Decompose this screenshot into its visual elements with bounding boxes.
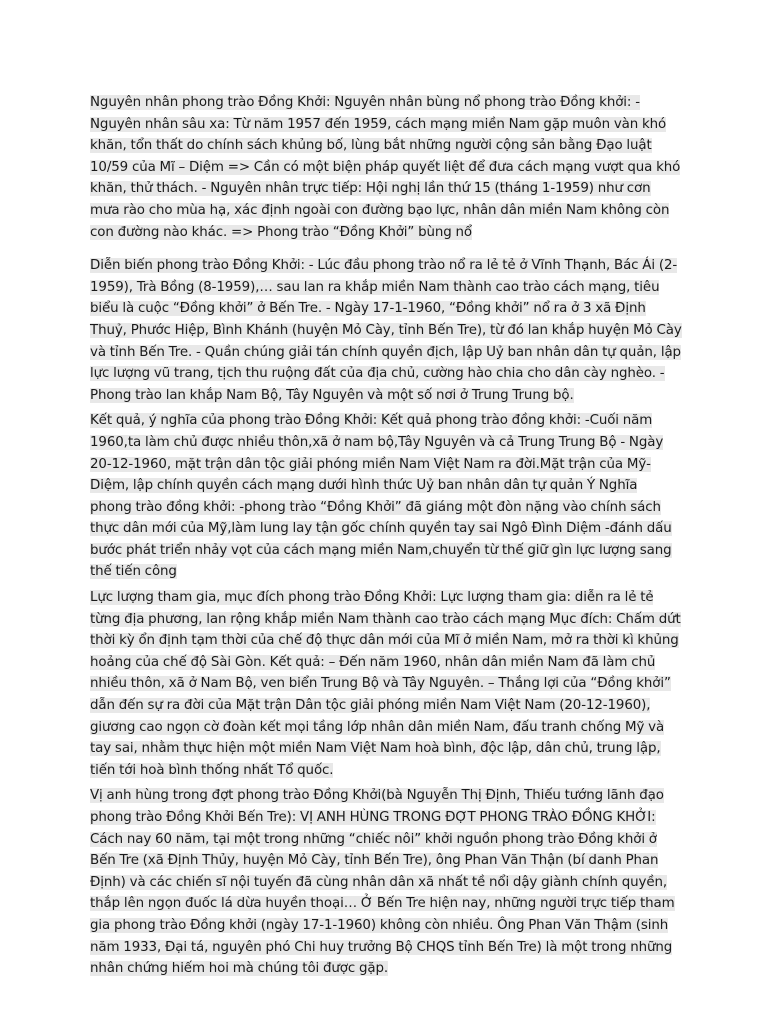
paragraph-dien-bien [90,255,682,406]
paragraph-vi-anh-hung [90,785,682,979]
paragraph-text: Diễn biến phong trào Đồng Khởi: - Lúc đầu phong trào nổ ra lẻ tẻ ở Vĩnh Thạnh, Bác Ái (2-1959), Trà Bồng (8-1959),… sau lan ra khắp miền Nam thành cao trào cách mạng, tiêu biểu là cuộc “Đồng khởi” ở Bến Tre. - Ngày 17-1-1960, “Đồng khởi” nổ ra ở 3 xã Định Thuỷ, Phước Hiệp, Bình Khánh (huyện Mỏ Cày, tỉnh Bến Tre), từ đó lan khắp huyện Mỏ Cày và tỉnh Bến Tre. - Quần chúng giải tán chính quyền địch, lập Uỷ ban nhân dân tự quản, lập lực lượng vũ trang, tịch thu ruộng đất của địa chủ, cường hào chia cho dân cày nghèo. - Phong trào lan khắp Nam Bộ, Tây Nguyên và một số nơi ở Trung Trung bộ. [90,258,682,403]
paragraph-text: Lực lượng tham gia, mục đích phong trào Đồng Khởi: Lực lượng tham gia: diễn ra lẻ tẻ từng địa phương, lan rộng khắp miền Nam thành cao trào cách mạng Mục đích: Chấm dứt thời kỳ ổn định tạm thời của chế độ thực dân mới của Mĩ ở miền Nam, mở ra thời kì khủng hoảng của chế độ Sài Gòn. Kết quả: – Đến năm 1960, nhân dân miền Nam đã làm chủ nhiều thôn, xã ở Nam Bộ, ven biển Trung Bộ và Tây Nguyên. – Thắng lợi của “Đồng khởi” dẫn đến sự ra đời của Mặt trận Dân tộc giải phóng miền Nam Việt Nam (20-12-1960), giương cao ngọn cờ đoàn kết mọi tầng lớp nhân dân miền Nam, đấu tranh chống Mỹ và tay sai, nhằm thực hiện một miền Nam Việt Nam hoà bình, độc lập, dân chủ, trung lập, tiến tới hoà bình thống nhất Tổ quốc. [90,590,681,778]
paragraph-text: Nguyên nhân phong trào Đồng Khởi: Nguyên nhân bùng nổ phong trào Đồng khởi: - Nguyên nhân sâu xa: Từ năm 1957 đến 1959, cách mạng miền Nam gặp muôn vàn khó khăn, tổn thất do chính sách khủng bố, lùng bắt những người cộng sản bằng Đạo luật 10/59 của Mĩ – Diệm => Cần có một biện pháp quyết liệt để đưa cách mạng vượt qua khó khăn, thử thách. - Nguyên nhân trực tiếp: Hội nghị lần thứ 15 (tháng 1-1959) như cơn mưa rào cho mùa hạ, xác định ngoài con đường bạo lực, nhân dân miền Nam không còn con đường nào khác. => Phong trào “Đồng Khởi” bùng nổ [90,95,681,240]
paragraph-luc-luong [90,587,682,781]
paragraph-nguyen-nhan [90,92,682,243]
paragraph-text: Vị anh hùng trong đợt phong trào Đồng Khởi(bà Nguyễn Thị Định, Thiếu tướng lãnh đạo phong trào Đồng Khởi Bến Tre): VỊ ANH HÙNG TRONG ĐỢT PHONG TRÀO ĐỒNG KHỞI: Cách nay 60 năm, tại một trong những “chiếc nôi” khởi nguồn phong trào Đồng khởi ở Bến Tre (xã Định Thủy, huyện Mỏ Cày, tỉnh Bến Tre), ông Phan Văn Thận (bí danh Phan Định) và các chiến sĩ nội tuyến đã cùng nhân dân xã nhất tề nổi dậy giành chính quyền, thắp lên ngọn đuốc lá dừa huyền thoại… Ở Bến Tre hiện nay, những người trực tiếp tham gia phong trào Đồng khởi (ngày 17-1-1960) không còn nhiều. Ông Phan Văn Thậm (sinh năm 1933, Đại tá, nguyên phó Chi huy trưởng Bộ CHQS tỉnh Bến Tre) là một trong những nhân chứng hiếm hoi mà chúng tôi được gặp. [90,788,675,977]
paragraph-ket-qua [90,410,682,583]
paragraph-text: Kết quả, ý nghĩa của phong trào Đồng Khởi: Kết quả phong trào đồng khởi: -Cuối năm 1960,ta làm chủ được nhiều thôn,xã ở nam bộ,Tây Nguyên và cả Trung Trung Bộ - Ngày 20-12-1960, mặt trận dân tộc giải phóng miền Nam Việt Nam ra đời.Mặt trận của Mỹ-Diệm, lập chính quyền cách mạng dưới hình thức Uỷ ban nhân dân tự quản Ý Nghĩa phong trào đồng khởi: -phong trào “Đồng Khởi” đã giáng một đòn nặng vào chính sách thực dân mới của Mỹ,làm lung lay tận gốc chính quyền tay sai Ngô Đình Diệm -đánh dấu bước phát triển nhảy vọt của cách mạng miền Nam,chuyển từ thế giữ gìn lực lượng sang thế tiến công [90,413,672,580]
document-body [90,92,682,980]
